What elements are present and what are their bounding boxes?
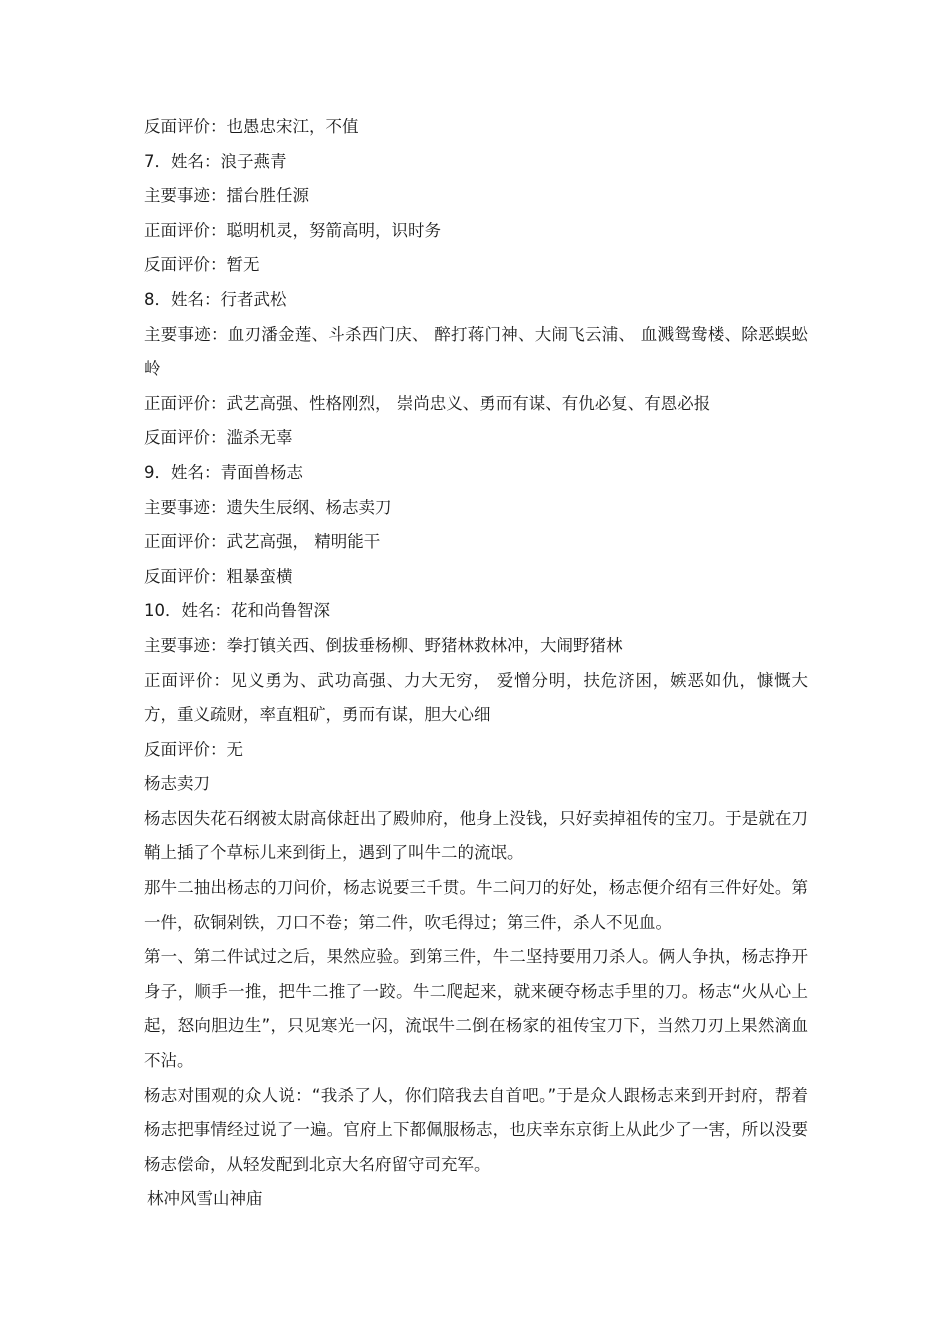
section-heading: 杨志卖刀 [144, 774, 210, 794]
positive-review-line: 正面评价：聪明机灵，努箭高明，识时务 [144, 220, 441, 240]
positive-review-line: 正面评价：武艺高强、性格刚烈， 崇尚忠义、勇而有谋、有仇必复、有恩必报 [144, 393, 711, 413]
positive-review-line: 正面评价：武艺高强， 精明能干 [144, 532, 381, 552]
positive-review-line: 正面评价：见义勇为、武功高强、力大无穷， 爱憎分明，扶危济困，嫉恶如仇，慷慨大方，重义疏财，率直粗矿，勇而有谋，胆大心细 [144, 670, 808, 725]
story-paragraph: 那牛二抽出杨志的刀问价，杨志说要三千贯。牛二问刀的好处，杨志便介绍有三件好处。第一件，砍铜剁铁，刀口不卷；第二件，吹毛得过；第三件，杀人不见血。 [144, 878, 808, 932]
story-paragraph: 杨志对围观的众人说：“我杀了人，你们陪我去自首吧。”于是众人跟杨志来到开封府，帮着杨志把事情经过说了一遍。官府上下都佩服杨志，也庆幸东京街上从此少了一害，所以没要杨志偿命，从轻发配到北京大名府留守司充军。 [144, 1085, 808, 1174]
negative-review-line: 反面评价：暂无 [144, 255, 260, 275]
document-body [144, 110, 808, 1217]
negative-review-line: 反面评价：滥杀无辜 [144, 428, 293, 448]
main-deeds-line: 主要事迹：血刃潘金莲、斗杀西门庆、 醉打蒋门神、大闹飞云浦、 血溅鸳鸯楼、除恶蜈蚣岭 [144, 324, 808, 379]
negative-review-line: 反面评价：粗暴蛮横 [144, 566, 293, 586]
section-heading: 林冲风雪山神庙 [147, 1189, 263, 1209]
main-deeds-line: 主要事迹：遗失生辰纲、杨志卖刀 [144, 497, 392, 517]
story-paragraph: 杨志因失花石纲被太尉高俅赶出了殿帅府，他身上没钱，只好卖掉祖传的宝刀。于是就在刀鞘上插了个草标儿来到街上，遇到了叫牛二的流氓。 [144, 808, 808, 863]
negative-review-line: 反面评价：无 [144, 739, 243, 759]
character-name-line: 8．姓名：行者武松 [144, 289, 287, 309]
character-name-line: 10．姓名：花和尚鲁智深 [144, 601, 330, 621]
negative-review-line: 反面评价：也愚忠宋江，不值 [144, 117, 359, 136]
main-deeds-line: 主要事迹：拳打镇关西、倒拔垂杨柳、野猪林救林冲，大闹野猪林 [144, 635, 623, 655]
character-name-line: 7．姓名：浪子燕青 [144, 151, 287, 171]
character-name-line: 9．姓名：青面兽杨志 [144, 462, 303, 482]
main-deeds-line: 主要事迹：擂台胜任源 [144, 186, 309, 206]
story-paragraph: 第一、第二件试过之后，果然应验。到第三件，牛二坚持要用刀杀人。俩人争执，杨志挣开身子，顺手一推，把牛二推了一跤。牛二爬起来，就来硬夺杨志手里的刀。杨志“火从心上起，怒向胆边生”，只见寒光一闪，流氓牛二倒在杨家的祖传宝刀下，当然刀刃上果然滴血不沾。 [144, 947, 808, 1071]
